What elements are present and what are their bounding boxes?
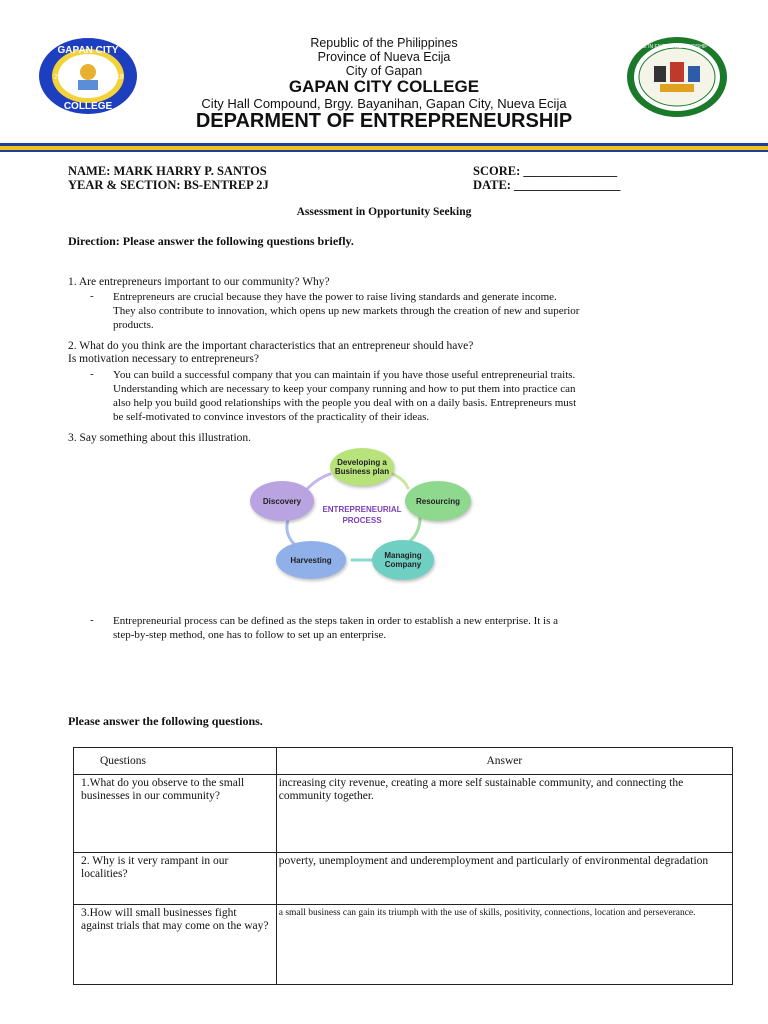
date-field: DATE: _________________ [473, 178, 621, 192]
logo-left-year-right: 18 [116, 74, 124, 81]
row-2-question: 2. Why is it very rampant in our localities? [74, 853, 277, 905]
question-1: 1. Are entrepreneurs important to our community? Why? [68, 276, 330, 288]
answer-2-line-3: also help you build good relationships with the people you deal with on a daily basis. Entrepreneurs must [113, 397, 577, 409]
question-3: 3. Say something about this illustration. [68, 432, 252, 444]
college-name: GAPAN CITY COLLEGE [288, 77, 480, 96]
header-line-3: City of Gapan [345, 64, 423, 78]
row-3-answer: a small business can gain its triumph with the use of skills, positivity, connections, location and perseverance. [276, 905, 732, 985]
header-divider-blue-2 [0, 150, 768, 152]
node-discovery: Discovery [250, 481, 314, 521]
question-2-line-1: 2. What do you think are the important characteristics that an entrepreneur should have? [68, 340, 474, 352]
row-1-question: 1.What do you observe to the small businesses in our community? [74, 775, 277, 853]
assessment-title: Assessment in Opportunity Seeking [296, 206, 472, 218]
answer-1-line-2: They also contribute to innovation, which opens up new markets through the creation of new and superior [113, 305, 580, 317]
header-answer: Answer [276, 748, 732, 775]
bullet-dash: - [90, 368, 94, 380]
bullet-dash: - [90, 614, 94, 626]
row-3-question: 3.How will small businesses fight against trials that may come on the way? [74, 905, 277, 985]
student-section: YEAR & SECTION: BS-ENTREP 2J [68, 178, 269, 192]
table-row [74, 905, 733, 985]
question-2-line-2: Is motivation necessary to entrepreneurs? [68, 353, 259, 365]
header-questions: Questions [74, 748, 277, 775]
row-1-answer: increasing city revenue, creating a more self sustainable community, and connecting the community together. [276, 775, 732, 853]
row-2-answer: poverty, unemployment and underemployment and particularly of environmental degradation [276, 853, 732, 905]
answer-1-line-1: Entrepreneurs are crucial because they have the power to raise living standards and generate income. [113, 291, 557, 303]
answer-3-line-1: Entrepreneurial process can be defined as the steps taken in order to establish a new enterprise. It is a [113, 615, 559, 627]
table-intro: Please answer the following questions. [68, 714, 263, 728]
score-field: SCORE: _______________ [473, 164, 618, 178]
logo-left-top-text: GAPAN CITY [57, 45, 119, 56]
answer-2-line-4: be self-motivated to convince investors of the practicality of their ideas. [113, 411, 430, 423]
logo-right-ring-text: BACHELOR OF SCIENCE IN ENTREPRENEURSHIP · GAPAN CITY COLLEGE [587, 44, 767, 50]
header-line-1: Republic of the Philippines [310, 36, 458, 50]
logo-left-bottom-text: COLLEGE [63, 101, 113, 112]
table-row [74, 853, 733, 905]
node-managing-company: Managing Company [372, 540, 434, 580]
questions-table [73, 747, 733, 985]
table-header-row [74, 748, 733, 775]
student-name: NAME: MARK HARRY P. SANTOS [68, 164, 267, 178]
entrepreneurial-process-diagram [250, 448, 478, 586]
diagram-center-line-1: ENTREPRENEURIAL [322, 505, 402, 514]
header-line-2: Province of Nueva Ecija [317, 50, 451, 64]
college-address: City Hall Compound, Brgy. Bayanihan, Gapan City, Nueva Ecija [201, 96, 567, 111]
node-harvesting: Harvesting [276, 541, 346, 579]
department-title: DEPARMENT OF ENTREPRENEURSHIP [195, 110, 573, 132]
node-resourcing: Resourcing [405, 481, 471, 521]
node-developing-business-plan: Developing a Business plan [330, 448, 394, 486]
answer-3-line-2: step-by-step method, one has to follow to set up an enterprise. [113, 629, 387, 641]
answer-1-line-3: products. [113, 319, 154, 331]
answer-2-line-2: Understanding which are necessary to keep your company running and how to put them into practice can [113, 383, 576, 395]
bullet-dash: - [90, 290, 94, 302]
diagram-center-line-2: PROCESS [342, 516, 382, 525]
table-row [74, 775, 733, 853]
direction-text: Direction: Please answer the following questions briefly. [68, 234, 354, 248]
answer-2-line-1: You can build a successful company that you can maintain if you have those useful entrepreneurial traits. [113, 369, 576, 381]
logo-left-year-left: 20 [54, 74, 62, 81]
